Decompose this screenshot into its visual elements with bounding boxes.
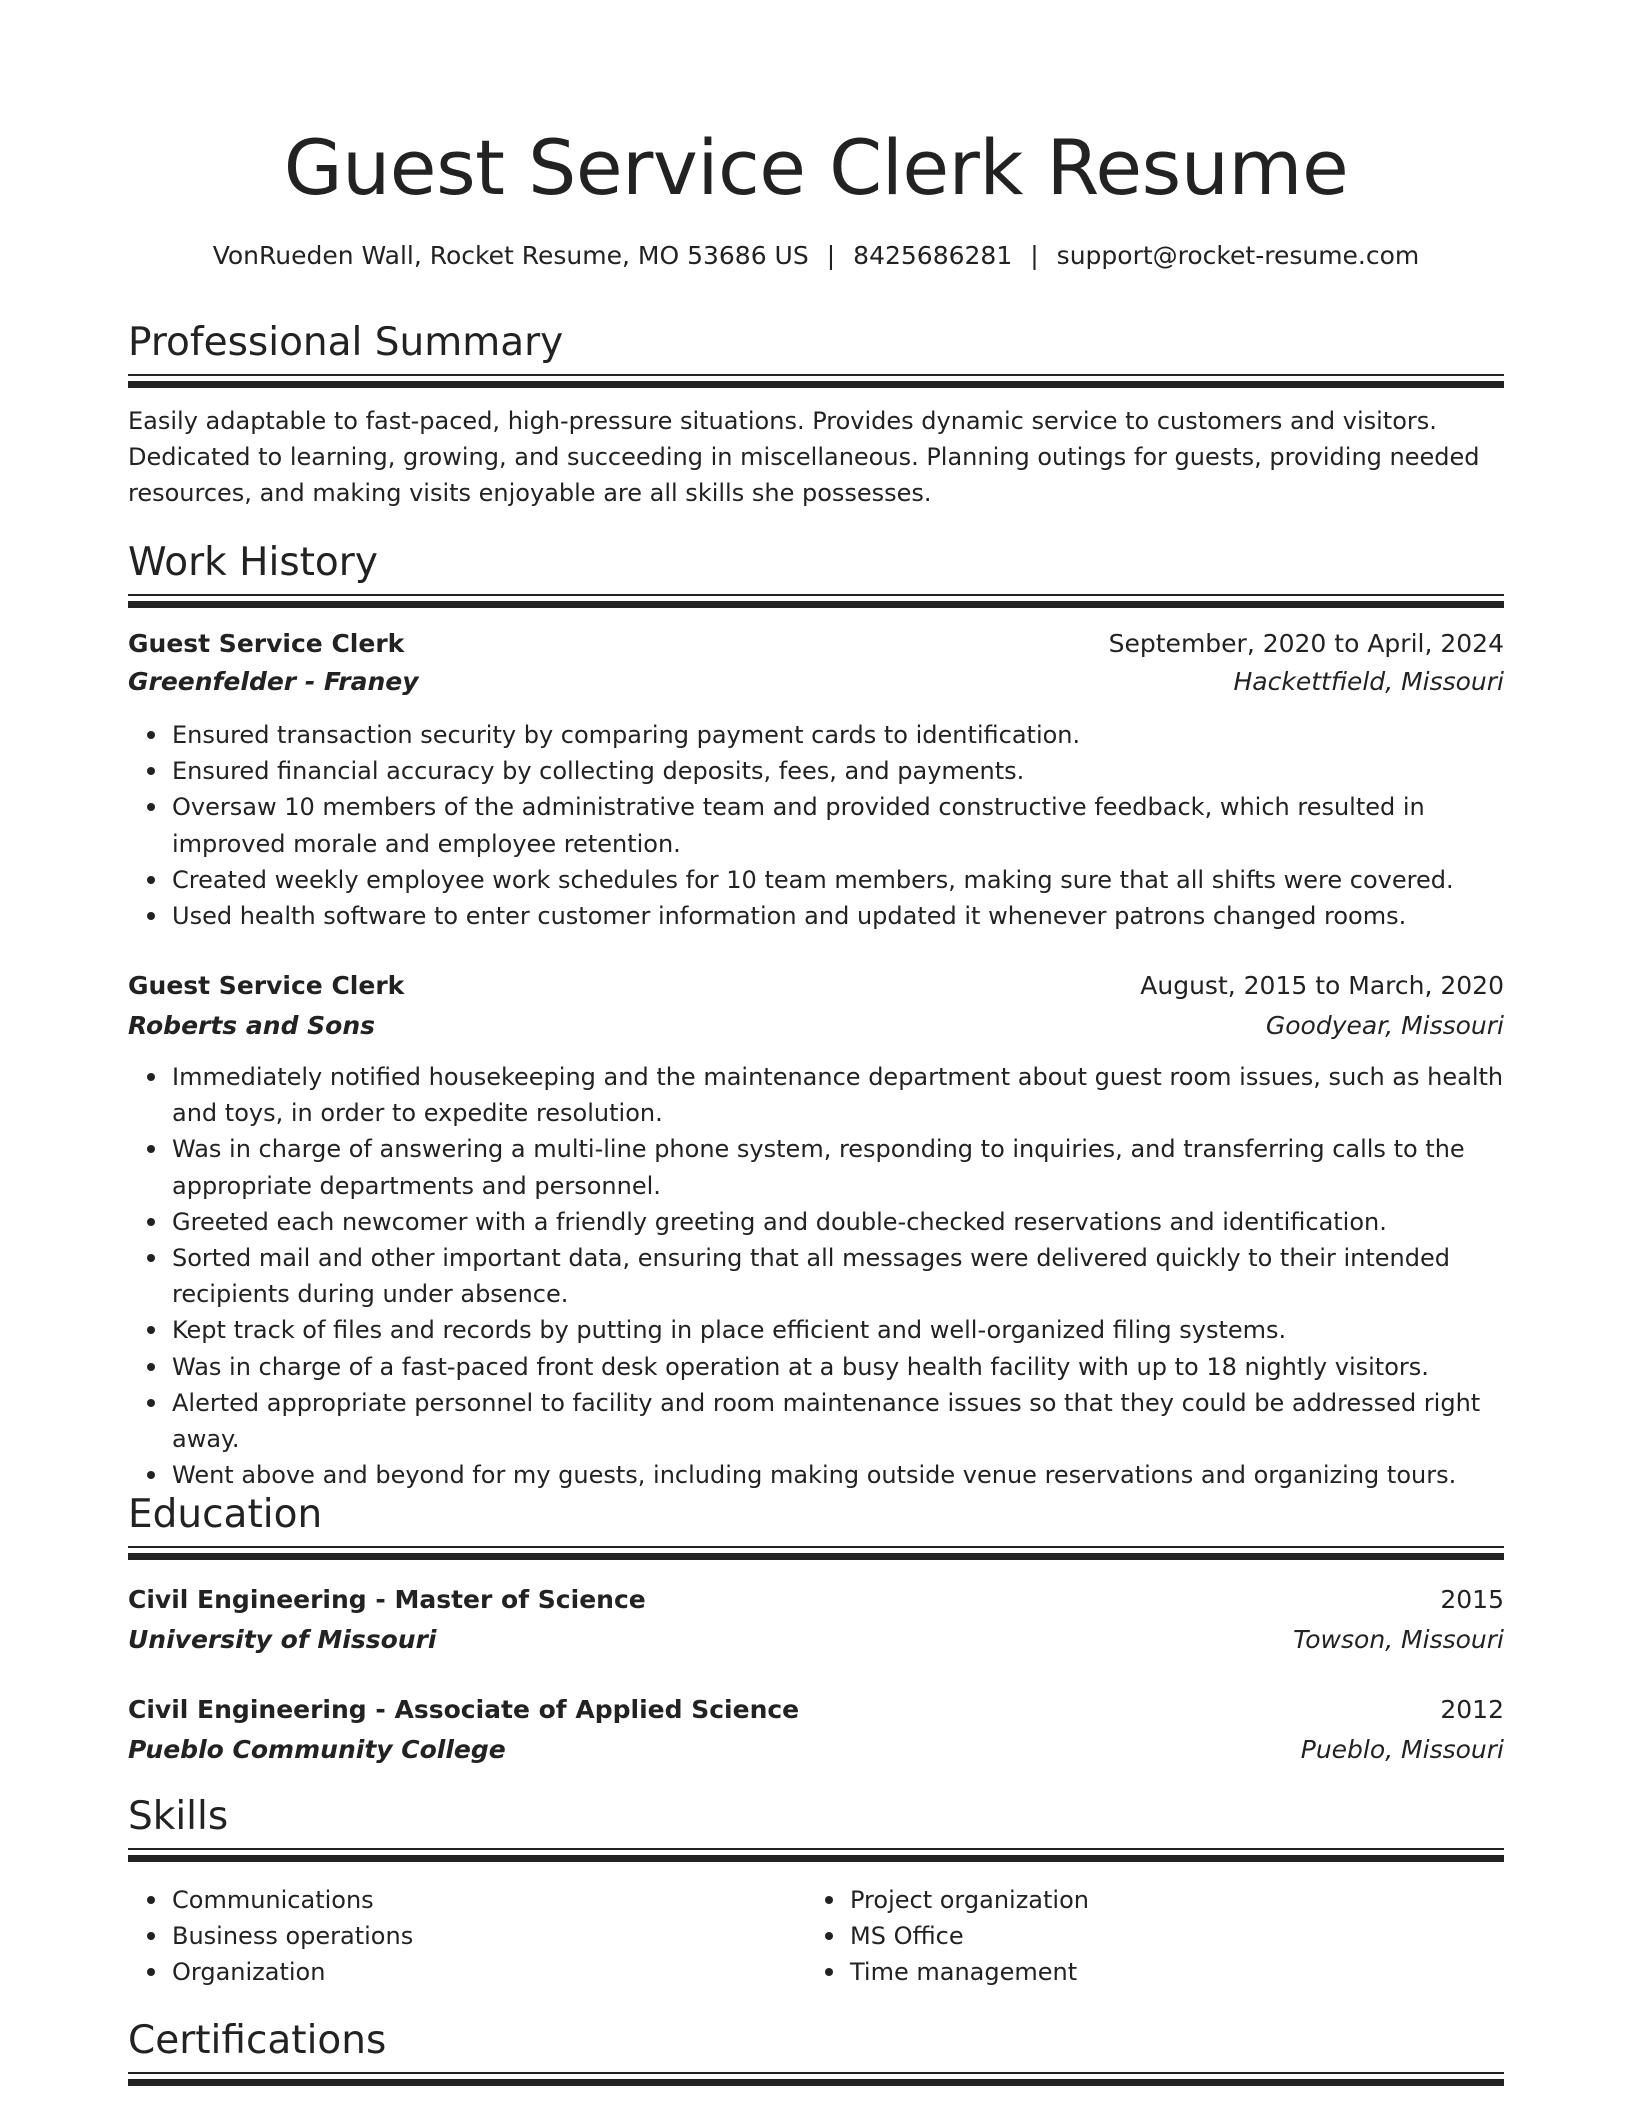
section-title-work-history: Work History: [128, 540, 378, 585]
section-title-summary: Professional Summary: [128, 320, 564, 365]
job-subheader: [128, 1007, 1504, 1045]
education-school: Pueblo Community College: [128, 1735, 506, 1764]
section-title-skills: Skills: [128, 1794, 229, 1839]
education-header: [128, 1691, 1504, 1729]
job-location: Goodyear, Missouri: [1265, 1011, 1504, 1040]
skill-item: MS Office: [850, 1918, 1632, 1954]
job-duties-list: [128, 1059, 1504, 1493]
job-duty-item: Ensured financial accuracy by collecting deposits, fees, and payments.: [172, 753, 1504, 789]
section-title-education: Education: [128, 1492, 323, 1537]
section-divider: [128, 594, 1504, 608]
education-degree: Civil Engineering - Associate of Applied Science: [128, 1695, 800, 1724]
skill-item: Time management: [850, 1954, 1632, 1990]
education-subheader: [128, 1731, 1504, 1769]
section-title-certifications: Certifications: [128, 2018, 387, 2063]
skill-item: Project organization: [850, 1882, 1632, 1918]
job-duty-item: Was in charge of answering a multi-line phone system, responding to inquiries, and transferring calls to the appropriate departments and personnel.: [172, 1131, 1504, 1203]
section-divider: [128, 2072, 1504, 2086]
job-duty-item: Immediately notified housekeeping and the maintenance department about guest room issues, such as health and toys, in order to expedite resolution.: [172, 1059, 1504, 1131]
job-duty-item: Greeted each newcomer with a friendly greeting and double-checked reservations and identification.: [172, 1204, 1504, 1240]
contact-separator: |: [1030, 241, 1039, 270]
section-divider: [128, 1848, 1504, 1862]
job-duty-item: Alerted appropriate personnel to facility and room maintenance issues so that they could be addressed right away.: [172, 1385, 1504, 1457]
job-duty-item: Was in charge of a fast-paced front desk operation at a busy health facility with up to 18 nightly visitors.: [172, 1349, 1504, 1385]
contact-email: support@rocket-resume.com: [1056, 241, 1420, 270]
education-header: [128, 1581, 1504, 1619]
job-duty-item: Created weekly employee work schedules for 10 team members, making sure that all shifts were covered.: [172, 862, 1504, 898]
job-location: Hackettfield, Missouri: [1233, 667, 1504, 696]
job-subheader: [128, 663, 1504, 701]
skill-item: Business operations: [172, 1918, 1504, 1954]
contact-address: VonRueden Wall, Rocket Resume, MO 53686 US: [212, 241, 809, 270]
section-divider: [128, 1546, 1504, 1560]
job-title: Guest Service Clerk: [128, 971, 405, 1000]
contact-separator: |: [826, 241, 836, 270]
education-location: Towson, Missouri: [1293, 1625, 1504, 1654]
job-company: Greenfelder - Franey: [128, 667, 419, 696]
job-duty-item: Used health software to enter customer information and updated it whenever patrons changed rooms.: [172, 898, 1504, 934]
education-school: University of Missouri: [128, 1625, 437, 1654]
education-location: Pueblo, Missouri: [1300, 1735, 1504, 1764]
education-year: 2015: [1440, 1585, 1504, 1614]
job-title: Guest Service Clerk: [128, 629, 405, 658]
contact-line: [128, 236, 1504, 276]
summary-text: Easily adaptable to fast-paced, high-pressure situations. Provides dynamic service to customers and visitors. Dedicated to learning, growing, and succeeding in miscellaneous. Planning outings for guests, providing needed resources, and making visits enjoyable are all skills she possesses.: [128, 407, 1480, 507]
job-dates: September, 2020 to April, 2024: [1108, 629, 1504, 658]
education-year: 2012: [1440, 1695, 1504, 1724]
job-header: [128, 967, 1504, 1005]
skill-item: Communications: [172, 1882, 1504, 1918]
job-company: Roberts and Sons: [128, 1011, 376, 1040]
job-duty-item: Kept track of files and records by putting in place efficient and well-organized filing systems.: [172, 1312, 1504, 1348]
resume-title: Guest Service Clerk Resume: [283, 123, 1349, 212]
job-duty-item: Ensured transaction security by comparing payment cards to identification.: [172, 717, 1504, 753]
education-degree: Civil Engineering - Master of Science: [128, 1585, 646, 1614]
job-duty-item: Sorted mail and other important data, ensuring that all messages were delivered quickly to their intended recipients during under absence.: [172, 1240, 1504, 1312]
section-divider: [128, 374, 1504, 388]
job-duty-item: Went above and beyond for my guests, including making outside venue reservations and organizing tours.: [172, 1457, 1504, 1493]
skills-list-right: [806, 1882, 1632, 1991]
skill-item: Organization: [172, 1954, 1504, 1990]
job-duties-list: [128, 717, 1504, 934]
job-header: [128, 625, 1504, 663]
education-subheader: [128, 1621, 1504, 1659]
job-duty-item: Oversaw 10 members of the administrative team and provided constructive feedback, which resulted in improved morale and employee retention.: [172, 789, 1504, 861]
contact-phone: 8425686281: [853, 241, 1013, 270]
job-dates: August, 2015 to March, 2020: [1140, 971, 1504, 1000]
